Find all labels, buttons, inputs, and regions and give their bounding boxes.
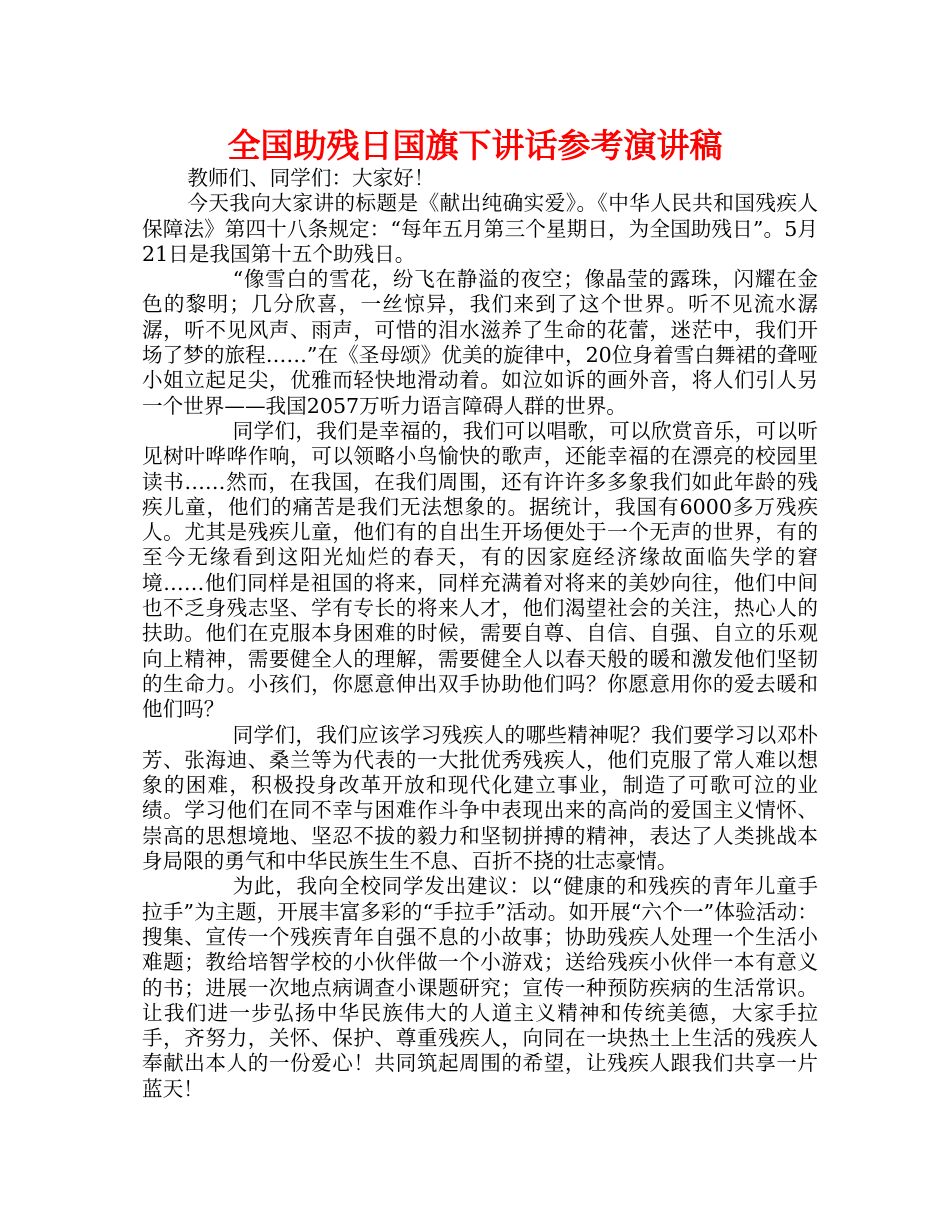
- paragraph-5: 为此，我向全校同学发出建议：以“健康的和残疾的青年儿童手拉手”为主题，开展丰富多彩的“手拉手”活动。如开展“六个一”体验活动：搜集、宣传一个残疾青年自强不息的小故事；协助残疾人处理一个生活小难题；教给培智学校的小伙伴做一个小游戏；送给残疾小伙伴一本有意义的书；进展一次地点病调查小课题研究；宣传一种预防疾病的生活常识。让我们进一步弘扬中华民族伟大的人道主义精神和传统美德，大家手拉手，齐努力，关怀、保护、尊重残疾人，向同在一块热土上生活的残疾人奉献出本人的一份爱心！共同筑起周围的希望，让残疾人跟我们共享一片蓝天！: [142, 874, 818, 1101]
- paragraph-2: “像雪白的雪花，纷飞在静溢的夜空；像晶莹的露珠，闪耀在金色的黎明；几分欣喜，一丝惊异，我们来到了这个世界。听不见流水潺潺，听不见风声、雨声，可惜的泪水滋养了生命的花蕾，迷茫中，我们开场了梦的旅程……”在《圣母颂》优美的旋律中，20位身着雪白舞裙的聋哑小姐立起足尖，优雅而轻快地滑动着。如泣如诉的画外音，将人们引人另一个世界——我国2057万听力语言障碍人群的世界。: [142, 267, 818, 418]
- document-body: [142, 166, 818, 1102]
- paragraph-1: 今天我向大家讲的标题是《献出纯确实爱》。《中华人民共和国残疾人保障法》第四十八条规定：“每年五月第三个星期日，为全国助残日”。5月21日是我国第十五个助残日。: [142, 191, 818, 266]
- paragraph-3: 同学们，我们是幸福的，我们可以唱歌，可以欣赏音乐，可以听见树叶哗哗作响，可以领略小鸟愉快的歌声，还能幸福的在漂亮的校园里读书……然而，在我国，在我们周围，还有许许多多象我们如此年龄的残疾儿童，他们的痛苦是我们无法想象的。据统计，我国有6000多万残疾人。尤其是残疾儿童，他们有的自出生开场便处于一个无声的世界，有的至今无缘看到这阳光灿烂的春天，有的因家庭经济缘故面临失学的窘境……他们同样是祖国的将来，同样充满着对将来的美妙向往，他们中间也不乏身残志坚、学有专长的将来人才，他们渴望社会的关注，热心人的扶助。他们在克服本身困难的时候，需要自尊、自信、自强、自立的乐观向上精神，需要健全人的理解，需要健全人以春天般的暖和激发他们坚韧的生命力。小孩们，你愿意伸出双手协助他们吗？你愿意用你的爱去暖和他们吗？: [142, 418, 818, 722]
- document-title: 全国助残日国旗下讲话参考演讲稿: [227, 126, 723, 165]
- paragraph-4: 同学们，我们应该学习残疾人的哪些精神呢？我们要学习以邓朴芳、张海迪、桑兰等为代表的一大批优秀残疾人，他们克服了常人难以想象的困难，积极投身改革开放和现代化建立事业，制造了可歌可泣的业绩。学习他们在同不幸与困难作斗争中表现出来的高尚的爱国主义情怀、崇高的思想境地、坚忍不拔的毅力和坚韧拼搏的精神，表达了人类挑战本身局限的勇气和中华民族生生不息、百折不挠的壮志豪情。: [142, 722, 818, 874]
- greeting-line: 教师们、同学们：大家好！: [187, 166, 435, 190]
